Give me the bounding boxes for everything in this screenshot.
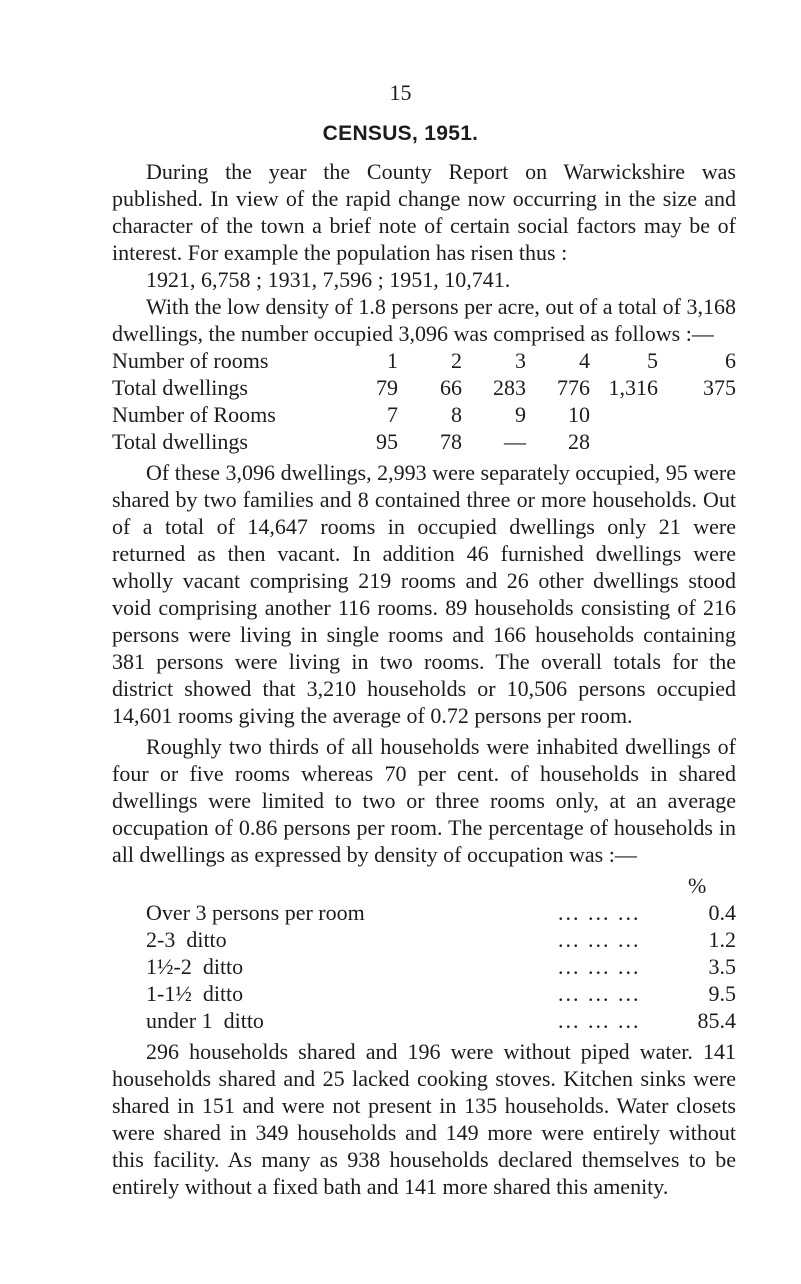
leader-dots: ... ... ... (558, 927, 641, 952)
table-cell: 28 (568, 429, 590, 454)
table-cell: 79 (376, 375, 398, 400)
table-cell: 8 (451, 402, 462, 427)
table-row (112, 401, 736, 428)
table-row (112, 374, 736, 401)
density-value: 3.5 (708, 954, 736, 979)
row-label: Total dwellings (112, 375, 248, 400)
population-line: 1921, 6,758 ; 1931, 7,596 ; 1951, 10,741. (146, 267, 511, 292)
density-label: Over 3 persons per room (146, 900, 365, 925)
report-body (112, 158, 736, 1200)
table-cell: 9 (515, 402, 526, 427)
table-cell: 375 (703, 375, 736, 400)
density-label: 2-3 ditto (146, 927, 227, 952)
leader-dots: ... ... ... (558, 1008, 641, 1033)
table-cell: 4 (579, 348, 590, 373)
occupation-paragraph: Of these 3,096 dwellings, 2,993 were separately occupied, 95 were shared by two families and 8 contained three or more households. Out of a total of 14,647 rooms in occupied dwellings only 21 were returned as then vacant. In addition 46 furnished dwellings were wholly vacant comprising 219 rooms and 26 other dwellings stood void comprising another 116 rooms. 89 households consisting of 216 persons were living in single rooms and 166 households containing 381 persons were living in two rooms. The overall totals for the district showed that 3,210 households or 10,506 persons occupied 14,601 rooms giving the average of 0.72 persons per room. (112, 460, 736, 728)
table-cell: — (504, 429, 526, 454)
table-cell: 283 (493, 375, 526, 400)
density-label: 1-1½ ditto (146, 981, 244, 1006)
two-thirds-paragraph: Roughly two thirds of all households were inhabited dwellings of four or five rooms whereas 70 per cent. of households in shared dwellings were limited to two or three rooms only, at an average occupation of 0.86 persons per room. The percentage of households in all dwellings as expressed by density of occupation was :— (112, 734, 736, 867)
table-cell: 1 (387, 348, 398, 373)
table-cell: 2 (451, 348, 462, 373)
density-table (112, 872, 736, 1034)
table-cell (658, 428, 736, 455)
amenities-paragraph: 296 households shared and 196 were without piped water. 141 households shared and 25 lacked cooking stoves. Kitchen sinks were shared in 151 and were not present in 135 households. Water closets were shared in 349 households and 149 more were entirely without this facility. As many as 938 households declared themselves to be entirely without a fixed bath and 141 more shared this amenity. (112, 1039, 736, 1199)
row-label: Number of Rooms (112, 402, 276, 427)
table-cell: 776 (557, 375, 590, 400)
rooms-table (112, 347, 736, 455)
table-cell: 10 (568, 402, 590, 427)
density-value: 9.5 (708, 981, 736, 1006)
density-label: under 1 ditto (146, 1008, 264, 1033)
row-label: Number of rooms (112, 348, 269, 373)
table-row (112, 980, 736, 1007)
table-row (112, 428, 736, 455)
table-row (112, 347, 736, 374)
density-value: 85.4 (697, 1008, 736, 1033)
percent-unit: % (688, 873, 707, 898)
table-row (112, 926, 736, 953)
table-cell (590, 401, 658, 428)
leader-dots: ... ... ... (558, 900, 641, 925)
section-title: CENSUS, 1951. (322, 122, 479, 145)
table-cell: 66 (440, 375, 462, 400)
table-row (112, 1007, 736, 1034)
density-value: 1.2 (708, 927, 736, 952)
density-value: 0.4 (708, 900, 736, 925)
table-cell: 95 (376, 429, 398, 454)
table-cell: 7 (387, 402, 398, 427)
table-cell: 78 (440, 429, 462, 454)
table-cell: 3 (515, 348, 526, 373)
table-cell: 1,316 (608, 375, 658, 400)
table-cell: 5 (647, 348, 658, 373)
leader-dots: ... ... ... (558, 954, 641, 979)
leader-dots: ... ... ... (558, 981, 641, 1006)
table-cell (590, 428, 658, 455)
row-label: Total dwellings (112, 429, 248, 454)
intro-paragraph: During the year the County Report on Warwickshire was published. In view of the rapid change now occurring in the size and character of the town a brief note of certain social factors may be of interest. For example the population has risen thus : (112, 159, 736, 265)
table-row (112, 899, 736, 926)
density-label: 1½-2 ditto (146, 954, 244, 979)
table-cell (658, 401, 736, 428)
table-row (112, 953, 736, 980)
dwellings-intro-paragraph: With the low density of 1.8 persons per acre, out of a total of 3,168 dwellings, the number occupied 3,096 was comprised as follows :— (112, 294, 736, 346)
page-number: 15 (389, 80, 412, 105)
table-cell: 6 (725, 348, 736, 373)
